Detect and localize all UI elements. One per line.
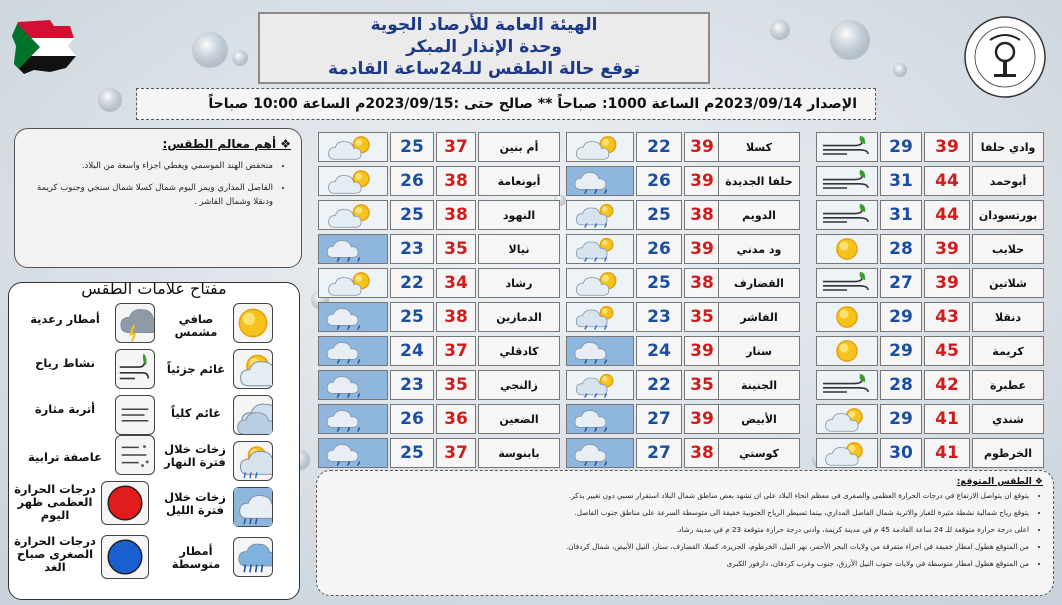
night-showers-icon [566,166,634,196]
night-showers-icon [318,234,388,264]
day-showers-icon [566,302,634,332]
max-temp: 35 [684,302,720,332]
min-temp: 29 [880,404,922,434]
max-temp: 35 [436,234,476,264]
city-name: زالنجي [478,370,560,400]
min-temp: 22 [390,268,434,298]
min-temp: 25 [636,200,682,230]
max-temp: 35 [684,370,720,400]
max-temp: 38 [684,438,720,468]
weather-features-panel [14,128,302,268]
meteorological-authority-logo [960,12,1050,102]
city-name: عطبرة [972,370,1044,400]
max-temp: 39 [684,166,720,196]
expected-item: • يتوقع رياح شمالية نشطة مثيرة للغبار والاتربة شمال الفاصل المداري، بينما تسيطر الرياح الجنوبية خفيفة الى متوسطة السرعة على مناطق جنوب الفاصل. [327,508,1029,518]
min-temp: 25 [390,302,434,332]
day-showers-icon [566,370,634,400]
authority-title: الهيئة العامة للأرصاد الجوية [370,15,598,35]
forecast-title: توقع حالة الطقس للـ24ساعة القادمة [327,59,641,79]
min-temp: 25 [636,268,682,298]
expected-list [327,491,1043,569]
max-temp: 37 [436,336,476,366]
wind-icon [816,268,878,298]
min-temp: 28 [880,234,922,264]
city-name: النهود [478,200,560,230]
night-showers-icon [318,302,388,332]
city-name: حلايب [972,234,1044,264]
wind-icon [816,132,878,162]
day-showers-icon [233,441,273,481]
expected-weather-panel [316,470,1054,596]
min-temp: 22 [636,132,682,162]
max-temp: 39 [924,268,970,298]
min-temp: 26 [390,404,434,434]
city-name: الضعين [478,404,560,434]
min-temp: 24 [636,336,682,366]
expected-item: • من المتوقع هطول امطار خفيفة في اجزاء متفرقة من ولايات البحر الأحمر، نهر النيل، الخرطوم، الجزيرة، كسلا، القضارف، سنار، النيل الأبيض، شمال كردفان. [327,542,1029,552]
legend-label: زخات خلال فترة الليل [164,490,226,517]
max-temp: 39 [684,404,720,434]
moderate-rain-icon [233,537,273,577]
night-showers-icon [566,438,634,468]
legend-label: درجات الحرارة العظمى ظهر اليوم [14,482,96,522]
night-showers-icon [318,370,388,400]
feature-item: • منخفض الهند الموسمي ويغطي اجزاء واسعة من البلاد. [25,159,273,173]
city-name: القضارف [718,268,800,298]
city-name: الخرطوم [972,438,1044,468]
max-temp: 39 [684,234,720,264]
min-temp: 29 [880,336,922,366]
blowing-dust-icon [115,395,155,435]
features-list [25,159,291,209]
expected-item: • اعلى درجة حرارة متوقعة للـ 24 ساعة القادمة 45 م في مدينة كريمة، وادني درجة حرارة متوقعة 23 م في مدينة رشاد. [327,525,1029,535]
max-temp: 34 [436,268,476,298]
legend-label: أمطار متوسطة [171,544,221,571]
validity-bar [136,88,876,120]
thunderstorm-icon [115,303,155,343]
city-name: الدمازين [478,302,560,332]
min-temp: 26 [636,166,682,196]
city-name: حلفا الجديدة [718,166,800,196]
max-temp: 35 [436,370,476,400]
partly-cloudy-icon [816,404,878,434]
partly-cloudy-icon [816,438,878,468]
features-title: ❖ أهم معالم الطقس: [162,137,291,151]
min-temp: 24 [390,336,434,366]
wind-icon [816,200,878,230]
partly-cloudy-icon [566,268,634,298]
legend-label: عاصفة ترابية [28,450,102,464]
city-name: الأبيض [718,404,800,434]
legend-label: نشاط رياح [35,356,95,370]
min-temp: 26 [390,166,434,196]
max-temp: 39 [924,132,970,162]
city-name: كريمة [972,336,1044,366]
max-temp: 41 [924,404,970,434]
min-temp-dot-icon [101,535,149,579]
partly-cloudy-icon [318,166,388,196]
wind-icon [115,349,155,389]
min-temp: 25 [390,438,434,468]
max-temp-dot-icon [101,481,149,525]
validity-text: الإصدار 2023/09/14م الساعة 1000: صباحاً ** صالح حتى :2023/09/15م الساعة 10:00 صباحاً [208,96,857,112]
city-name: كوستي [718,438,800,468]
night-showers-icon [318,336,388,366]
night-showers-icon [318,438,388,468]
night-showers-icon [566,336,634,366]
legend-label: صافي مشمس [174,312,218,339]
city-name: دنقلا [972,302,1044,332]
max-temp: 42 [924,370,970,400]
max-temp: 38 [436,302,476,332]
city-name: أبونعامة [478,166,560,196]
min-temp: 27 [636,438,682,468]
night-showers-icon [566,404,634,434]
city-name: كسلا [718,132,800,162]
max-temp: 38 [436,200,476,230]
max-temp: 38 [436,166,476,196]
max-temp: 41 [924,438,970,468]
city-name: الفاشر [718,302,800,332]
city-name: شلاتين [972,268,1044,298]
city-name: كادقلي [478,336,560,366]
city-name: أم بنين [478,132,560,162]
min-temp: 23 [390,370,434,400]
legend-label: غائم جزئياً [166,362,226,376]
max-temp: 39 [684,132,720,162]
city-name: ود مدني [718,234,800,264]
max-temp: 45 [924,336,970,366]
sun-icon [816,234,878,264]
wind-icon [816,166,878,196]
partly-cloudy-icon [318,132,388,162]
city-name: الجنينة [718,370,800,400]
unit-title: وحدة الإنذار المبكر [406,37,562,57]
max-temp: 38 [684,268,720,298]
city-name: سنار [718,336,800,366]
legend-label: درجات الحرارة الصغرى صباح الغد [14,534,96,574]
city-name: رشاد [478,268,560,298]
min-temp: 31 [880,166,922,196]
city-name: الدويم [718,200,800,230]
max-temp: 44 [924,166,970,196]
feature-item: • الفاصل المداري ويمر اليوم شمال كسلا شمال سنجي وجنوب كريمة ودنقلا وشمال الفاشر . [25,181,273,209]
min-temp: 23 [636,302,682,332]
min-temp: 26 [636,234,682,264]
min-temp: 25 [390,200,434,230]
min-temp: 31 [880,200,922,230]
expected-item: • يتوقع ان يتواصل الارتفاع في درجات الحرارة العظمى والصغرى في معظم انحاء البلاد على ان تشهد بعض مناطق شمال البلاد استقرار نسبي دون تغيير يذكر. [327,491,1029,501]
max-temp: 36 [436,404,476,434]
max-temp: 39 [924,234,970,264]
day-showers-icon [566,200,634,230]
city-name: بابنوسة [478,438,560,468]
min-temp: 29 [880,302,922,332]
partly-cloudy-icon [318,268,388,298]
legend-label: غائم كلياً [171,406,221,420]
min-temp: 23 [390,234,434,264]
city-name: وادي حلفا [972,132,1044,162]
max-temp: 37 [436,438,476,468]
min-temp: 28 [880,370,922,400]
legend-label: زخات خلال فترة النهار [164,442,226,469]
night-showers-icon [318,404,388,434]
sudan-flag-map [10,16,80,78]
legend-label: أمطار رعدية [30,312,100,326]
dust-storm-icon [115,435,155,475]
expected-title: ❖ الطقس المتوقع: [956,477,1043,487]
max-temp: 44 [924,200,970,230]
city-name: بورتسودان [972,200,1044,230]
legend-panel [8,279,300,600]
min-temp: 22 [636,370,682,400]
min-temp: 27 [880,268,922,298]
city-name: شندي [972,404,1044,434]
header-title-box [258,12,710,84]
min-temp: 27 [636,404,682,434]
sun-icon [816,336,878,366]
cloudy-icon [233,395,273,435]
wind-icon [816,370,878,400]
sun-icon [816,302,878,332]
sun-icon [233,303,273,343]
min-temp: 25 [390,132,434,162]
min-temp: 29 [880,132,922,162]
partly-cloudy-icon [318,200,388,230]
max-temp: 43 [924,302,970,332]
expected-item: • من المتوقع هطول امطار متوسطة في ولايات جنوب النيل الأزرق، جنوب وغرب كردفان، دارفور الكبرى [327,559,1029,569]
max-temp: 37 [436,132,476,162]
legend-label: أتربة مثارة [34,402,96,416]
min-temp: 30 [880,438,922,468]
partly-cloudy-icon [233,349,273,389]
city-name: نيالا [478,234,560,264]
partly-cloudy-icon [566,132,634,162]
legend-title: مفتاح علامات الطقس [81,279,227,298]
max-temp: 38 [684,200,720,230]
city-name: أبوحمد [972,166,1044,196]
day-showers-icon [566,234,634,264]
night-showers-icon [233,487,273,527]
max-temp: 39 [684,336,720,366]
